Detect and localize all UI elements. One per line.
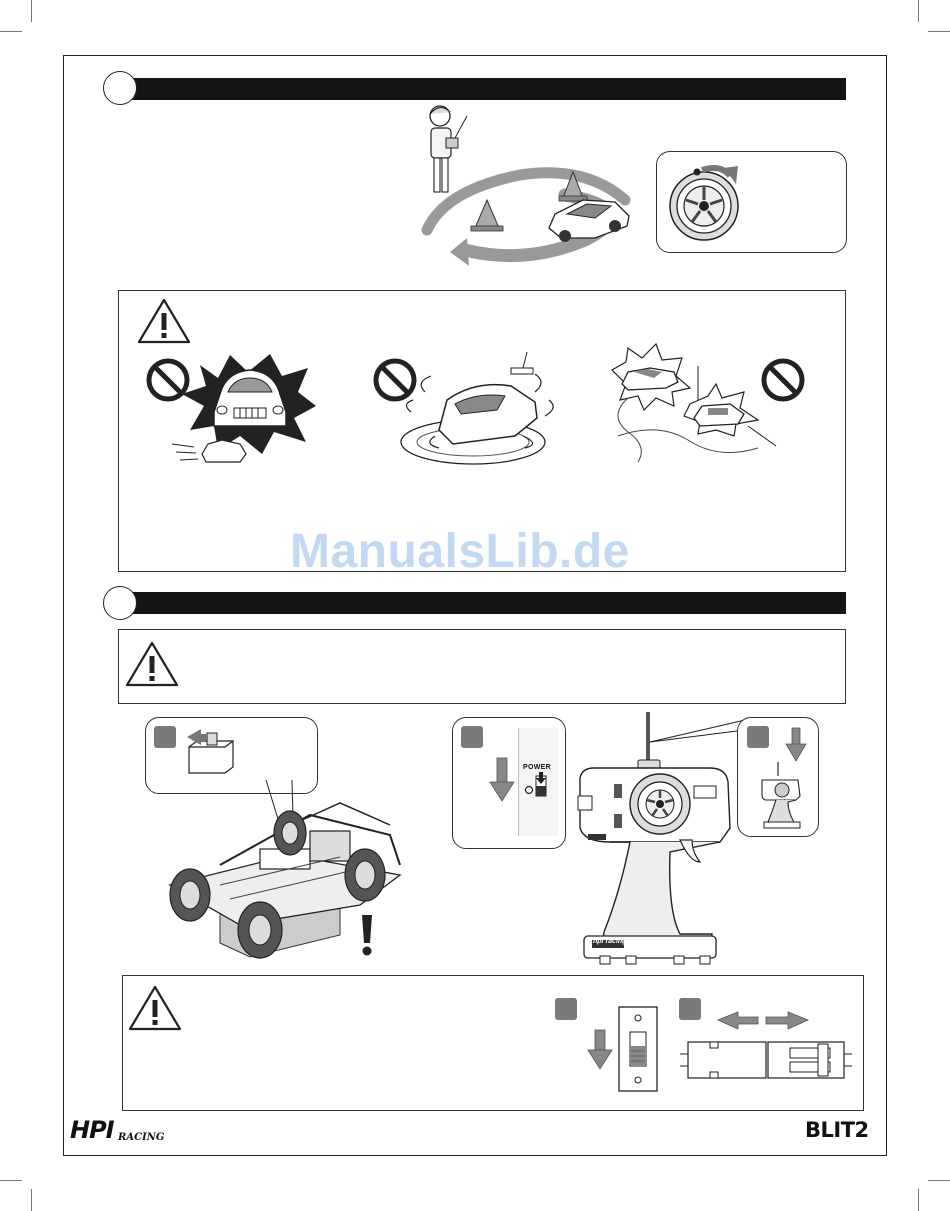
crop-mark — [0, 1180, 22, 1181]
transmitter-brand-label: hpi racing — [593, 938, 627, 945]
down-arrow-icon — [490, 758, 514, 802]
crop-mark — [31, 1189, 32, 1211]
small-transmitter-icon — [758, 762, 806, 832]
car-collision-illustration — [170, 350, 320, 475]
step-number-circle — [103, 586, 137, 620]
crop-mark — [928, 31, 950, 32]
receiver-switch-illustration — [185, 725, 245, 780]
switch-plate-illustration — [618, 1006, 658, 1092]
warning-triangle-icon — [136, 297, 192, 345]
racing-logo-text: RACING — [118, 1132, 165, 1143]
power-switch-icon — [524, 772, 552, 798]
down-arrow-icon — [786, 728, 806, 762]
exclamation-icon — [360, 915, 374, 957]
section-header-bar — [120, 78, 846, 100]
step-number-circle — [103, 71, 137, 105]
step-marker — [555, 998, 577, 1020]
watermark-text: ManualsLib.de — [290, 525, 630, 578]
hpi-logo-text: HPI — [70, 1116, 114, 1144]
hpi-racing-logo — [70, 1118, 170, 1148]
crop-mark — [31, 0, 32, 22]
step-marker — [154, 726, 176, 748]
step-marker — [747, 726, 769, 748]
caution-box — [118, 629, 846, 704]
car-in-water-illustration — [395, 352, 565, 470]
warning-triangle-icon — [127, 984, 183, 1032]
crashing-cars-illustration — [598, 336, 778, 471]
tire-icon — [666, 160, 756, 250]
down-arrow-icon — [588, 1030, 612, 1070]
transmitter-illustration — [570, 712, 760, 970]
step-marker — [461, 726, 483, 748]
crop-mark — [0, 31, 22, 32]
crop-mark — [918, 1189, 919, 1211]
driving-illustration — [415, 100, 645, 275]
connector-illustration — [680, 1010, 850, 1085]
prohibited-circle-icon — [760, 357, 806, 403]
power-switch-label: POWER — [523, 764, 551, 771]
section-header-bar — [120, 592, 846, 614]
crop-mark — [928, 1180, 950, 1181]
warning-triangle-icon — [124, 640, 180, 688]
crop-mark — [918, 0, 919, 22]
blitz-logo: BLIT2 — [805, 1118, 869, 1142]
